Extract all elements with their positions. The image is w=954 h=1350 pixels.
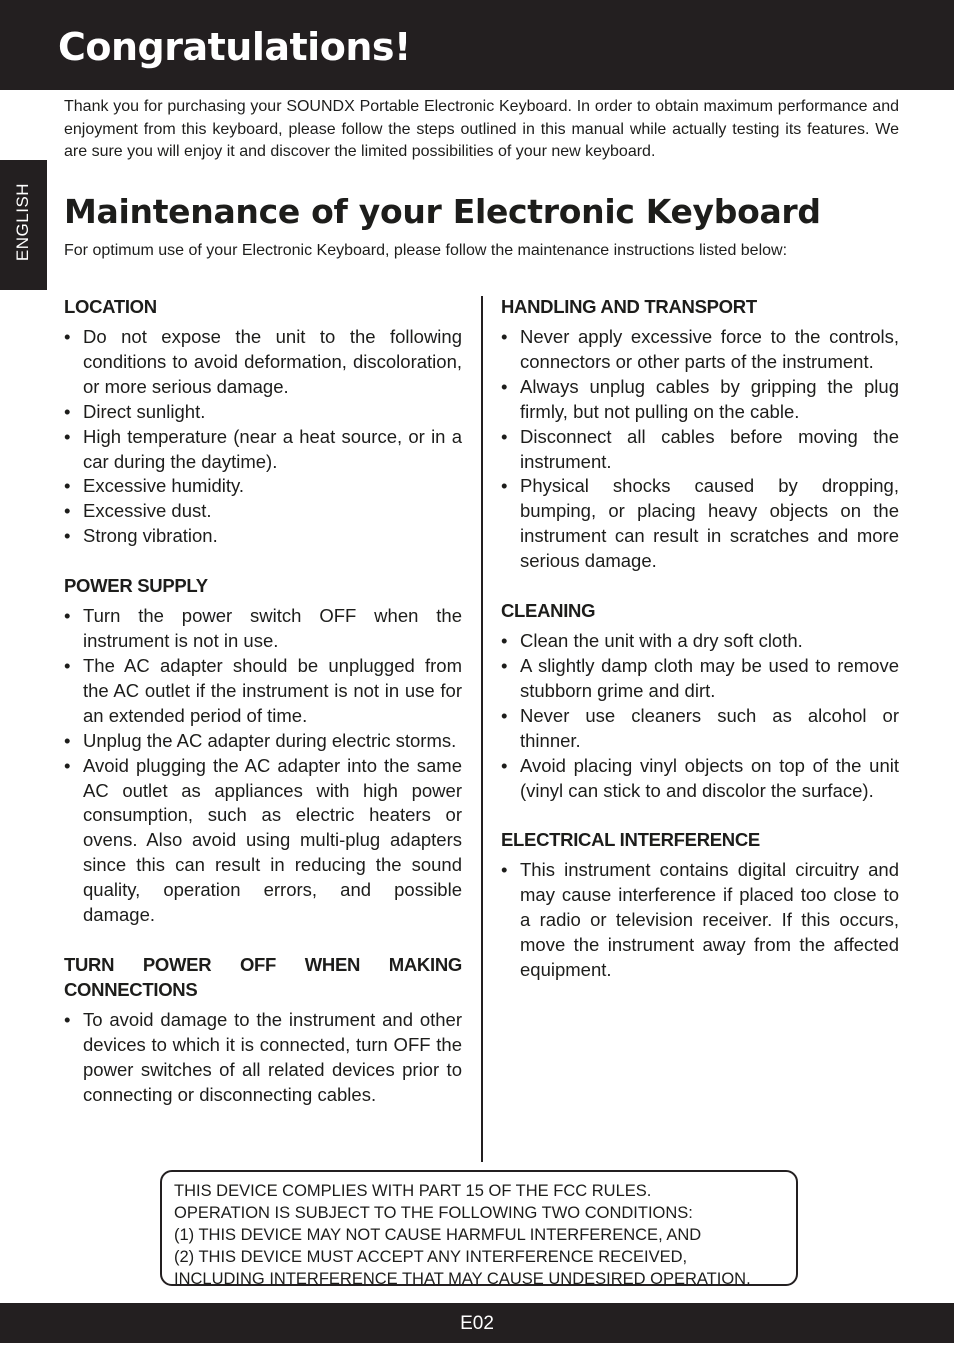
section-handling [501,294,899,574]
bullet-list [501,629,899,803]
bullet-list [64,1008,462,1108]
section-heading: CLEANING [501,600,596,622]
page-number: E02 [460,1313,494,1334]
list-item: • A slightly damp cloth may be used to remove stubborn grime and dirt. [501,654,899,704]
fcc-line: THIS DEVICE COMPLIES WITH PART 15 OF THE FCC RULES. [174,1182,652,1200]
section-interference [501,827,899,983]
bullet-list [501,858,899,983]
list-item: • Never apply excessive force to the controls, connectors or other parts of the instrument. [501,325,899,375]
list-item: • Always unplug cables by gripping the plug firmly, but not pulling on the cable. [501,375,899,425]
list-item: • Excessive humidity. [64,474,462,499]
maintenance-subtitle: For optimum use of your Electronic Keyboard, please follow the maintenance instructions listed below: [64,242,788,259]
section-heading: POWER SUPPLY [64,575,208,597]
section-heading: LOCATION [64,296,157,317]
page-title: Congratulations! [58,25,411,69]
left-column [64,294,462,1132]
maintenance-title: Maintenance of your Electronic Keyboard [64,192,821,231]
intro-paragraph: Thank you for purchasing your SOUNDX Portable Electronic Keyboard. In order to obtain maximum performance and enjoyment from this keyboard, please follow the steps outlined in this manual while actually testing its features. We are sure you will enjoy it and discover the limited possibilities of your new keyboard. [64,98,899,160]
language-label: ENGLISH [13,182,32,262]
fcc-notice-box [160,1170,798,1286]
list-item: • Clean the unit with a dry soft cloth. [501,629,899,654]
list-item: • Physical shocks caused by dropping, bumping, or placing heavy objects on the instrument can result in scratches and more serious damage. [501,474,899,574]
list-item: • The AC adapter should be unplugged from the AC outlet if the instrument is not in use for an extended period of time. [64,654,462,729]
section-connections [64,952,462,1108]
list-item: • Strong vibration. [64,524,462,549]
fcc-line: INCLUDING INTERFERENCE THAT MAY CAUSE UNDESIRED OPERATION. [174,1270,751,1288]
list-item: • Direct sunlight. [64,400,462,425]
section-heading: HANDLING AND TRANSPORT [501,296,757,317]
list-item: • Turn the power switch OFF when the instrument is not in use. [64,604,462,654]
section-heading: ELECTRICAL INTERFERENCE [501,829,760,851]
bullet-list [501,325,899,574]
list-item: • This instrument contains digital circuitry and may cause interference if placed too close to a radio or television receiver. If this occurs, move the instrument away from the affected equipment. [501,858,899,983]
right-column [501,294,899,1007]
list-item: • High temperature (near a heat source, or in a car during the daytime). [64,425,462,475]
list-item: • Do not expose the unit to the following conditions to avoid deformation, discoloration, or more serious damage. [64,325,462,400]
list-item: • Unplug the AC adapter during electric storms. [64,729,462,754]
list-item: • Excessive dust. [64,499,462,524]
section-cleaning [501,598,899,803]
list-item: • To avoid damage to the instrument and other devices to which it is connected, turn OFF the power switches of all related devices prior to connecting or disconnecting cables. [64,1008,462,1108]
list-item: • Never use cleaners such as alcohol or thinner. [501,704,899,754]
fcc-line: OPERATION IS SUBJECT TO THE FOLLOWING TWO CONDITIONS: [174,1204,693,1222]
fcc-line: (2) THIS DEVICE MUST ACCEPT ANY INTERFERENCE RECEIVED, [174,1248,688,1266]
list-item: • Disconnect all cables before moving the instrument. [501,425,899,475]
column-divider [481,296,483,1162]
list-item: • Avoid placing vinyl objects on top of the unit (vinyl can stick to and discolor the surface). [501,754,899,804]
section-location [64,294,462,549]
section-heading: TURN POWER OFF WHEN MAKING CONNECTIONS [64,953,462,1000]
bullet-list [64,325,462,549]
section-power-supply [64,573,462,928]
fcc-line: (1) THIS DEVICE MAY NOT CAUSE HARMFUL INTERFERENCE, AND [174,1226,702,1244]
list-item: • Avoid plugging the AC adapter into the same AC outlet as appliances with high power consumption, such as electric heaters or ovens. Also avoid using multi-plug adapters since this can result in reducing the sound quality, operation errors, and possible damage. [64,754,462,928]
bullet-list [64,604,462,928]
